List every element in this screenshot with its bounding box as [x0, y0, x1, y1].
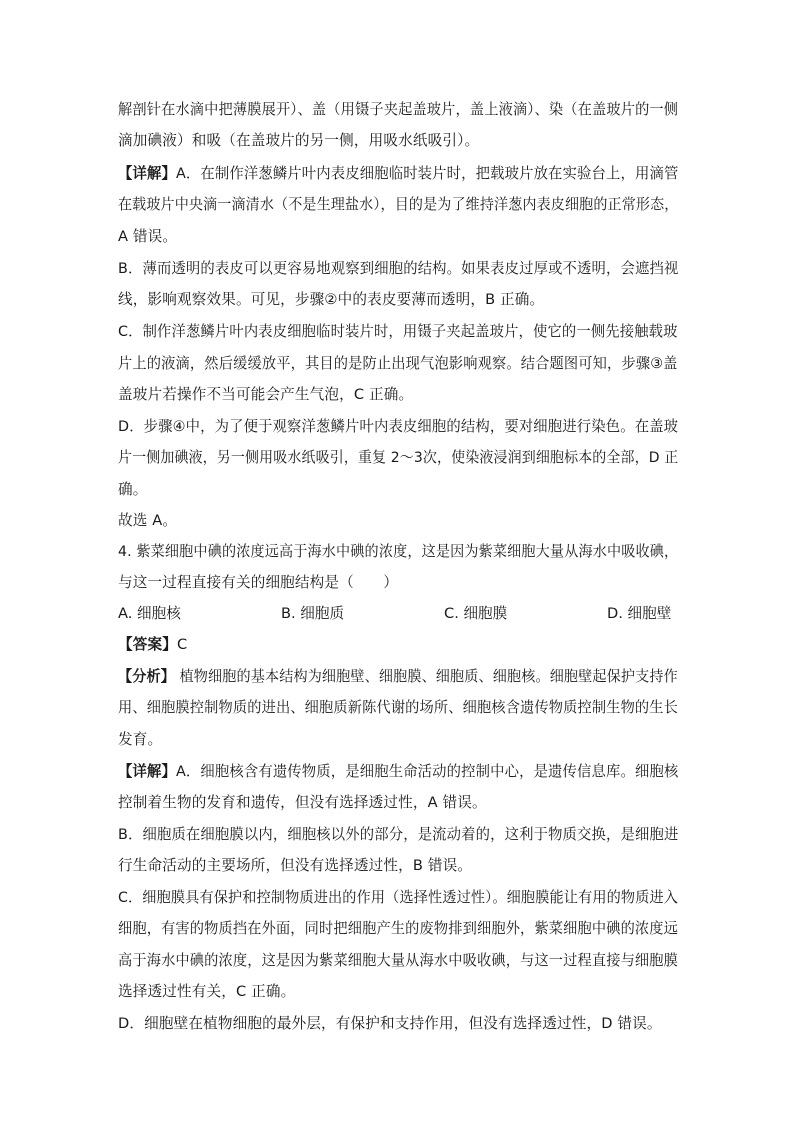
text-line: A 错误。 [118, 228, 178, 245]
text-line: 滴加碘液）和吸（在盖玻片的另一侧，用吸水纸吸引）。 [118, 132, 480, 149]
text-line: B．薄而透明的表皮可以更容易地观察到细胞的结构。如果表皮过厚或不透明，会遮挡视 [118, 260, 679, 277]
choice-line: 故选 A。 [118, 512, 178, 529]
text-line: C．制作洋葱鳞片叶内表皮细胞临时装片时，用镊子夹起盖玻片，使它的一侧先接触载玻 [118, 323, 678, 340]
text-line: 细胞，有害的物质挡在外面，同时把细胞产生的废物排到细胞外，紫菜细胞中碘的浓度远 [118, 920, 679, 937]
text-line: 盖玻片若操作不当可能会产生气泡，C 正确。 [118, 386, 414, 403]
text-line: 片一侧加碘液，另一侧用吸水纸吸引，重复 2～3次，使染液浸润到细胞标本的全部，D 正 [118, 449, 679, 466]
answer-line [118, 635, 187, 655]
detail-text: A．细胞核含有遗传物质，是细胞生命活动的控制中心，是遗传信息库。细胞核 [175, 763, 679, 780]
text-line: 线，影响观察效果。可见，步骤②中的表皮要薄而透明，B 正确。 [118, 291, 545, 308]
option-b: B. 细胞质 [281, 605, 345, 622]
option-d: D. 细胞壁 [607, 605, 672, 622]
text-line: 控制着生物的发育和遗传，但没有选择透过性，A 错误。 [118, 794, 487, 811]
detail-tag: 【详解】 [118, 763, 176, 780]
text-line: C．细胞膜具有保护和控制物质进出的作用（选择性透过性）。细胞膜能让有用的物质进入 [118, 889, 679, 906]
option-a: A. 细胞核 [118, 605, 181, 622]
analysis-tag: 【分析】 [118, 668, 175, 685]
text-line: 解剖针在水滴中把薄膜展开）、盖（用镊子夹起盖玻片，盖上液滴）、染（在盖玻片的一侧 [118, 101, 679, 118]
text-line: D．细胞壁在植物细胞的最外层，有保护和支持作用，但没有选择透过性，D 错误。 [118, 1015, 662, 1032]
analysis-line [118, 667, 678, 687]
detail-text: A．在制作洋葱鳞片叶内表皮细胞临时装片时，把载玻片放在实验台上，用滴管 [175, 165, 679, 182]
text-line: 用、细胞膜控制物质的进出、细胞质新陈代谢的场所、细胞核含遗传物质控制生物的生长 [118, 699, 679, 716]
answer-tag: 【答案】 [118, 636, 177, 653]
text-line: B．细胞质在细胞膜以内，细胞核以外的部分，是流动着的，这利于物质交换，是细胞进 [118, 826, 679, 843]
question-stem: 与这一过程直接有关的细胞结构是（ ） [118, 574, 399, 591]
text-line: 高于海水中碘的浓度，这是因为紫菜细胞大量从海水中吸收碘，与这一过程直接与细胞膜 [118, 952, 679, 969]
option-c: C. 细胞膜 [444, 605, 508, 622]
text-line: 在载玻片中央滴一滴清水（不是生理盐水），目的是为了维持洋葱内表皮细胞的正常形态， [118, 196, 679, 213]
detail-line [118, 164, 678, 184]
text-line: D．步骤④中，为了便于观察洋葱鳞片叶内表皮细胞的结构，要对细胞进行染色。在盖玻 [118, 418, 679, 435]
detail-tag: 【详解】 [118, 165, 176, 182]
detail-line [118, 762, 678, 782]
text-line: 选择透过性有关，C 正确。 [118, 983, 296, 1000]
text-line: 片上的液滴，然后缓缓放平，其目的是防止出现气泡影响观察。结合题图可知，步骤③盖 [118, 355, 678, 372]
answer-value: C [176, 636, 188, 653]
text-line: 确。 [118, 481, 148, 498]
analysis-text: 植物细胞的基本结构为细胞壁、细胞膜、细胞质、细胞核。细胞壁起保护支持作 [174, 668, 678, 685]
text-line: 发育。 [118, 731, 163, 748]
text-line: 行生命活动的主要场所，但没有选择透过性，B 错误。 [118, 857, 473, 874]
question-stem: 4. 紫菜细胞中碘的浓度远高于海水中碘的浓度，这是因为紫菜细胞大量从海水中吸收碘， [118, 543, 679, 560]
